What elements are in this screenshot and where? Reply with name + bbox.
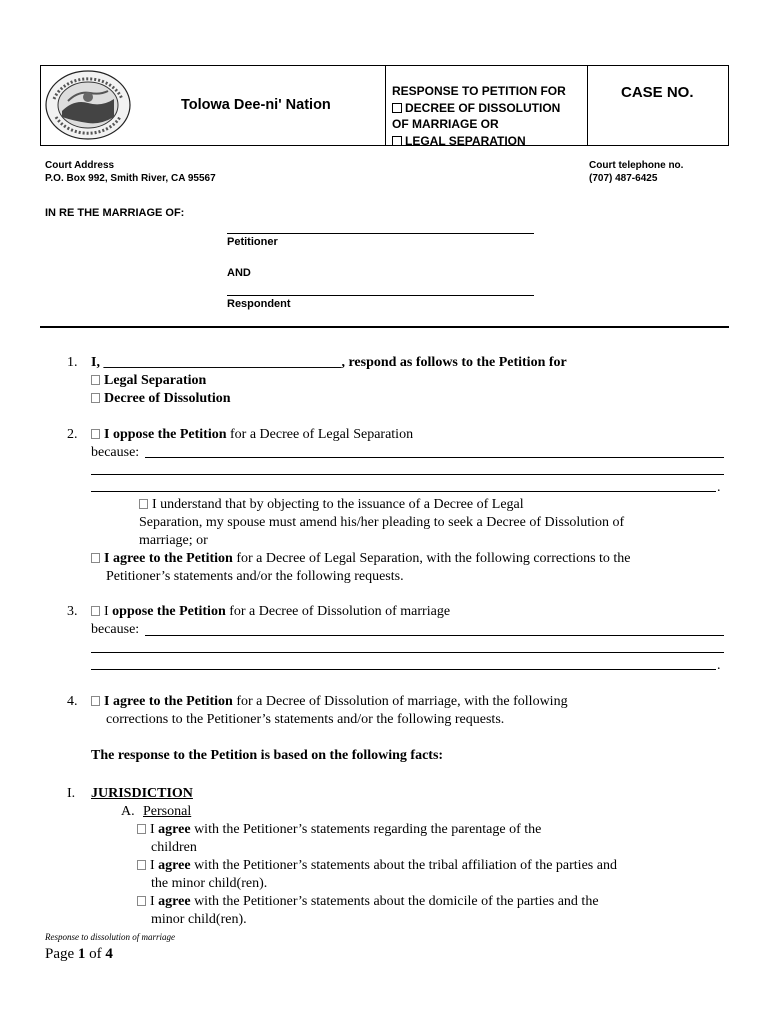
tribal-affiliation-option[interactable]: I agree with the Petitioner’s statements about the tribal affiliation of the parties and — [137, 857, 617, 874]
agree-separation-option[interactable]: I agree to the Petition for a Decree of Legal Separation, with the following corrections to the — [91, 550, 631, 567]
facts-heading: The response to the Petition is based on the following facts: — [91, 748, 444, 763]
period: . — [717, 480, 721, 495]
tribal-affiliation-line-2: the minor child(ren). — [151, 876, 268, 891]
item-1-number: 1. — [67, 355, 78, 370]
oppose-dissolution-checkbox[interactable] — [91, 606, 100, 616]
response-title — [392, 83, 566, 149]
domicile-option[interactable]: I agree with the Petitioner’s statements about the domicile of the parties and the — [137, 893, 599, 910]
understand-checkbox[interactable] — [139, 499, 148, 509]
because-label: because: — [91, 622, 140, 637]
agree-dissolution-checkbox[interactable] — [91, 696, 100, 706]
footer-note: Response to dissolution of marriage — [45, 932, 175, 942]
dissolution-option[interactable]: DECREE OF DISSOLUTION — [392, 100, 566, 117]
item-2-oppose[interactable]: I oppose the Petition for a Decree of Legal Separation — [91, 426, 413, 443]
legal-separation-checkbox[interactable] — [392, 136, 402, 146]
domicile-line-2: minor child(ren). — [151, 912, 247, 927]
because-line[interactable] — [145, 457, 724, 458]
oppose-separation-checkbox[interactable] — [91, 429, 100, 439]
because-line[interactable] — [91, 474, 724, 475]
legal-separation-option[interactable]: LEGAL SEPARATION — [392, 133, 566, 150]
section-i-number: I. — [67, 786, 76, 801]
item-3-oppose[interactable]: I oppose the Petition for a Decree of Dissolution of marriage — [91, 603, 450, 620]
because-line[interactable] — [91, 652, 724, 653]
petitioner-name-line[interactable] — [227, 233, 534, 234]
page-number: Page 1 of 4 — [45, 946, 113, 962]
tribal-seal — [44, 69, 132, 141]
respondent-name-line[interactable] — [227, 295, 534, 296]
tribe-name: Tolowa Dee-ni' Nation — [181, 97, 331, 113]
dissolution-checkbox[interactable] — [392, 103, 402, 113]
period: . — [717, 658, 721, 673]
court-phone: Court telephone no. (707) 487-6425 — [589, 160, 684, 184]
petitioner-label: Petitioner — [227, 236, 278, 248]
parentage-line-2: children — [151, 840, 197, 855]
understand-line-2: Separation, my spouse must amend his/her pleading to seek a Decree of Dissolution of — [139, 515, 625, 530]
item-4-number: 4. — [67, 694, 78, 709]
because-line[interactable] — [91, 669, 716, 670]
understand-line-3: marriage; or — [139, 533, 208, 548]
agree-dissolution-line-2: corrections to the Petitioner’s statements and/or the following requests. — [106, 712, 505, 727]
item-1-text: I, __________________________________, respond as follows to the Petition for — [91, 355, 567, 370]
agree-separation-checkbox[interactable] — [91, 553, 100, 563]
agree-separation-line-2: Petitioner’s statements and/or the following requests. — [106, 569, 404, 584]
domicile-checkbox[interactable] — [137, 896, 146, 906]
parentage-option[interactable]: I agree with the Petitioner’s statements regarding the parentage of the — [137, 821, 541, 838]
legal-separation-checkbox[interactable] — [91, 375, 100, 385]
because-line[interactable] — [91, 491, 716, 492]
header-divider — [587, 66, 588, 145]
sub-a-title: Personal — [143, 804, 192, 819]
respondent-label: Respondent — [227, 298, 291, 310]
agree-dissolution-option[interactable]: I agree to the Petition for a Decree of Dissolution of marriage, with the following — [91, 693, 568, 710]
item-3-number: 3. — [67, 604, 78, 619]
respondent-name-blank[interactable]: __________________________________ — [103, 355, 342, 370]
response-title-line-2: OF MARRIAGE OR — [392, 117, 499, 131]
parentage-checkbox[interactable] — [137, 824, 146, 834]
because-label: because: — [91, 445, 140, 460]
tribal-affiliation-checkbox[interactable] — [137, 860, 146, 870]
response-title-line-1: RESPONSE TO PETITION FOR — [392, 84, 566, 98]
and-label: AND — [227, 267, 251, 279]
sub-a-number: A. — [121, 804, 135, 819]
court-address: Court Address P.O. Box 992, Smith River, CA 95567 — [45, 160, 216, 184]
header-divider — [385, 66, 386, 145]
form-header — [40, 65, 729, 146]
item-2-number: 2. — [67, 427, 78, 442]
decree-dissolution-checkbox[interactable] — [91, 393, 100, 403]
caption-divider — [40, 326, 729, 328]
case-no-label: CASE NO. — [621, 84, 694, 101]
understand-option[interactable]: I understand that by objecting to the issuance of a Decree of Legal — [139, 496, 524, 513]
marriage-of-label: IN RE THE MARRIAGE OF: — [45, 207, 185, 219]
option-legal-separation[interactable]: Legal Separation — [91, 372, 206, 389]
because-line[interactable] — [145, 635, 724, 636]
section-i-title: JURISDICTION — [91, 786, 193, 801]
option-decree-dissolution[interactable]: Decree of Dissolution — [91, 390, 231, 407]
